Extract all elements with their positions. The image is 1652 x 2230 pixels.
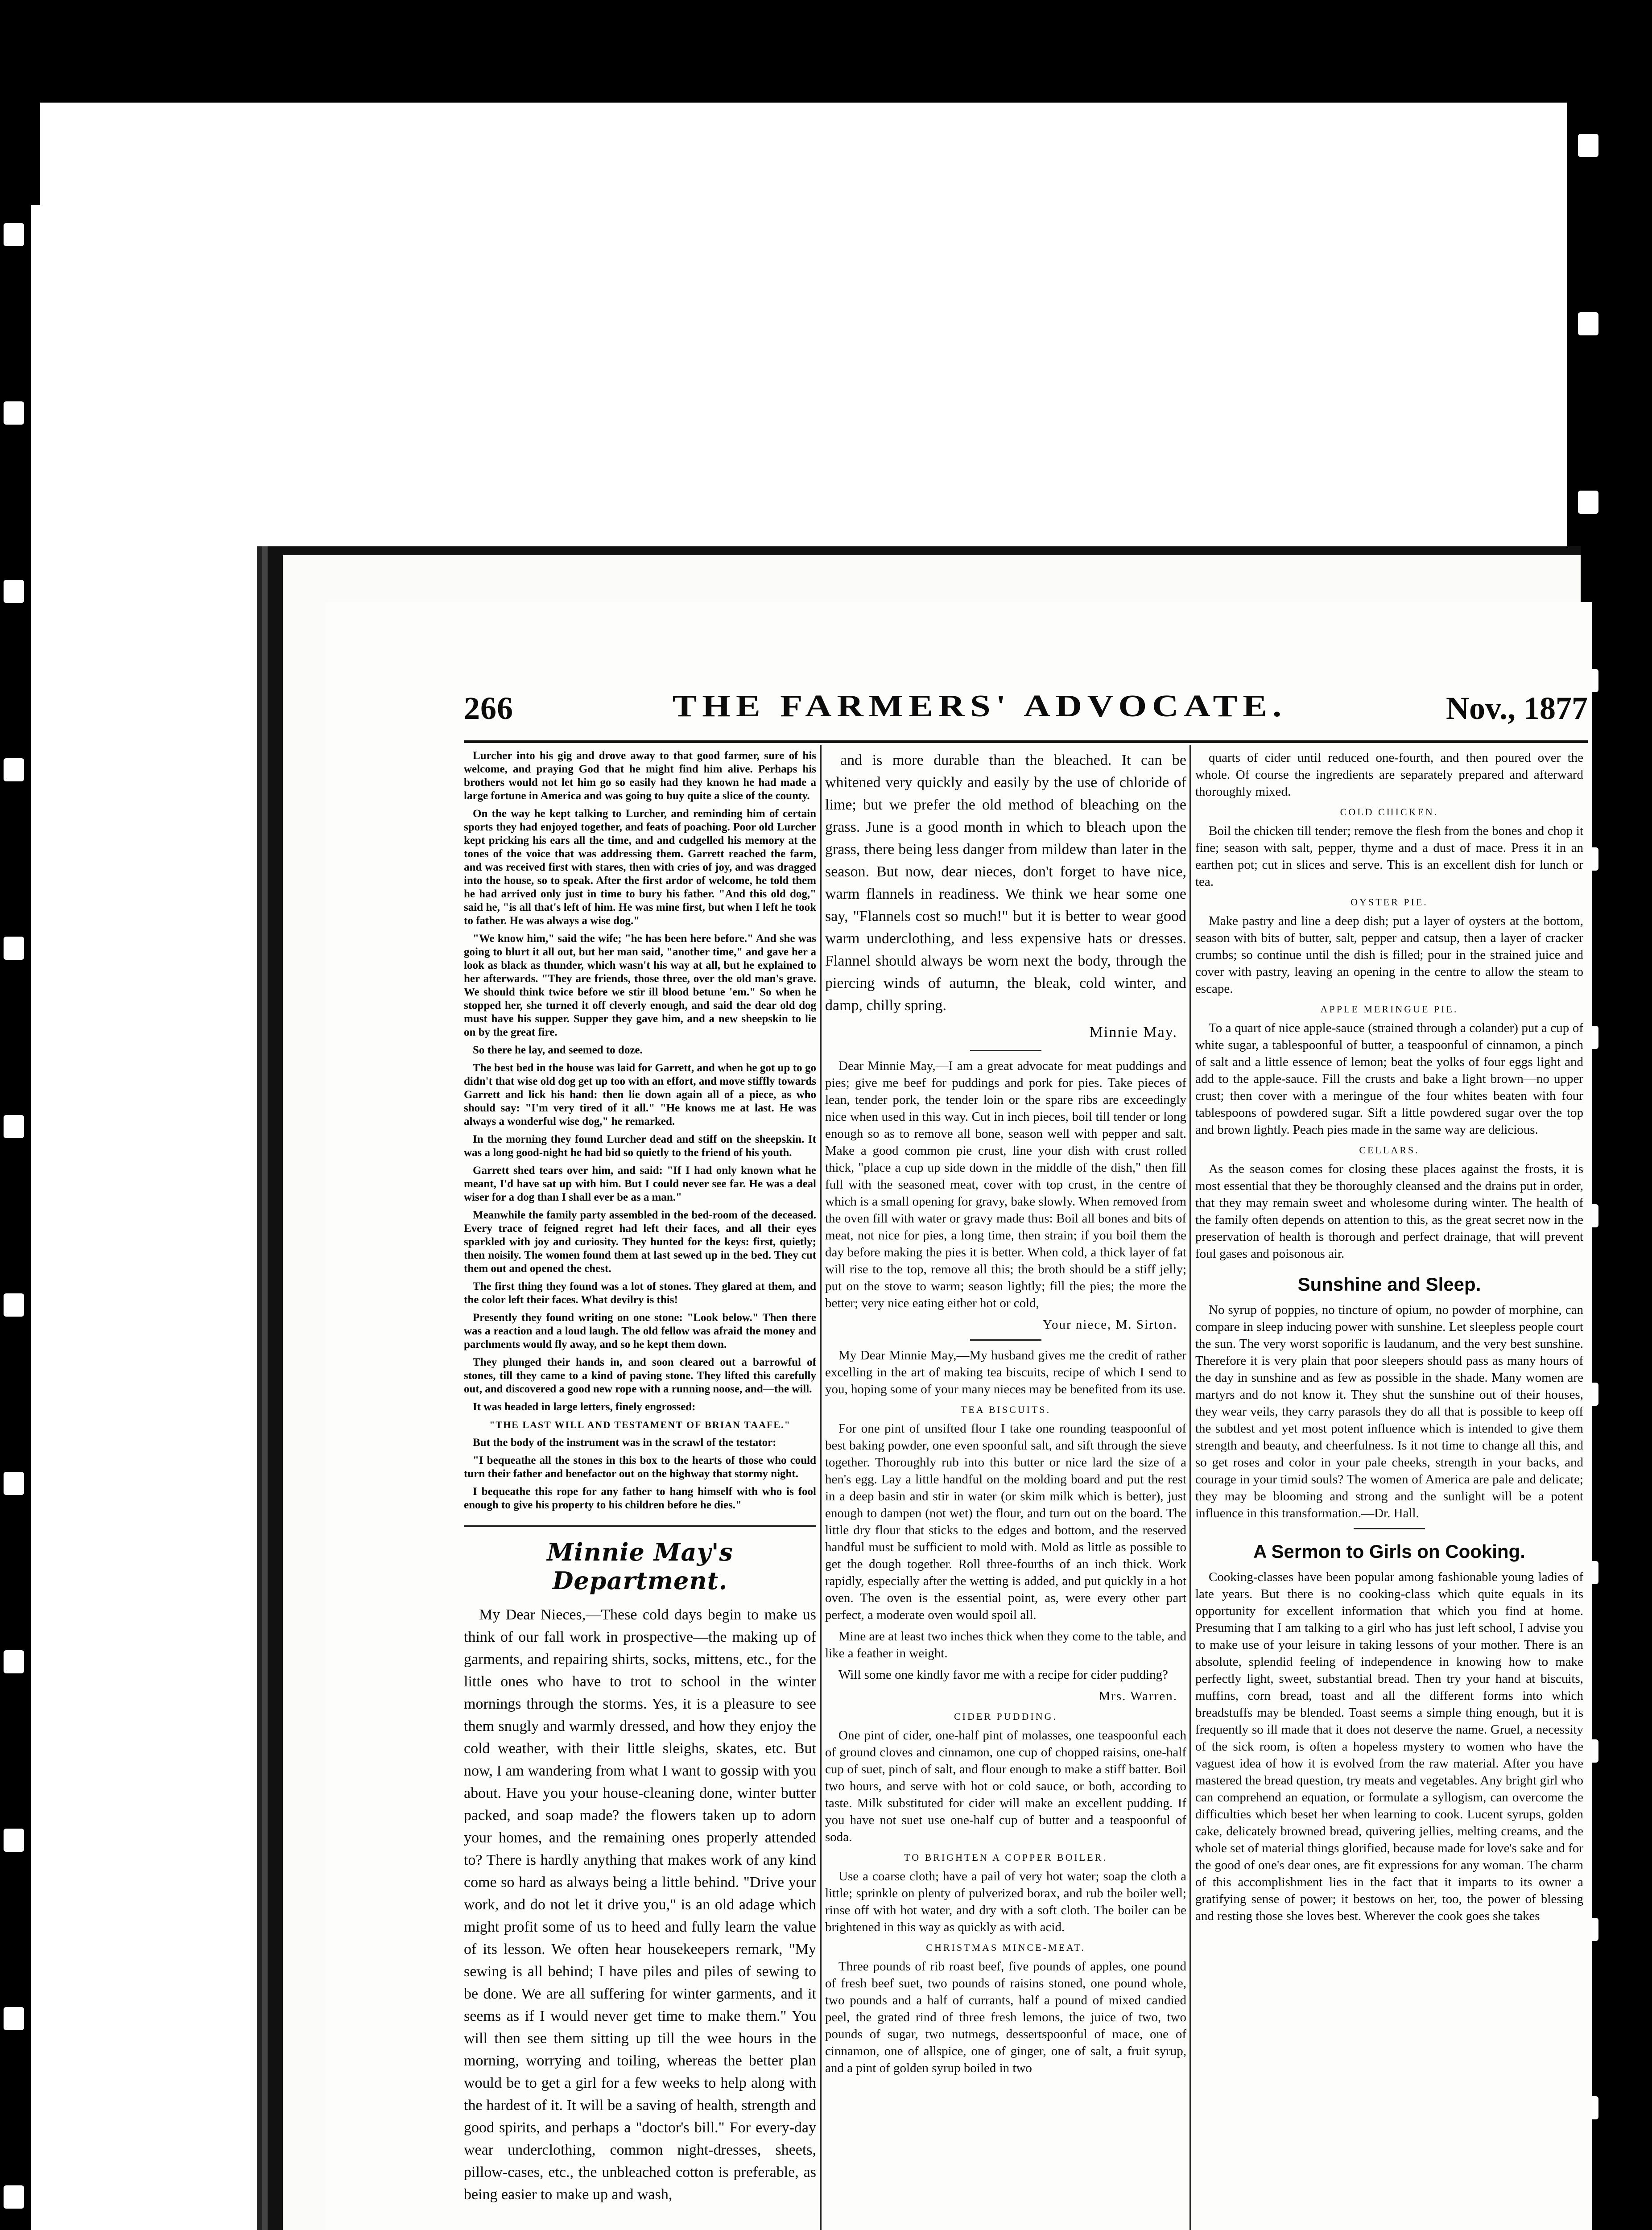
recipe-title: APPLE MERINGUE PIE. (1320, 1004, 1458, 1015)
recipe-paragraph: To a quart of nice apple-sauce (strained through a colander) put a cup of white sugar, a tablespoonful of butter, a teaspoonful of cinnamon, a pinch of salt and a little essence of lemon; beat the yolks of four eggs light and add to the apple-sauce. Fill the crusts and bake a light brown—no upper crust; then cover with a meringue of the four whites beaten with four tablespoons of powdered sugar. Sift a little powdered sugar over the top and brown lightly. Peach pies made in the same way are delicious. (1195, 1021, 1583, 1137)
letter-paragraph: My Dear Nieces,—These cold days begin to make us think of our fall work in prospective—the making up of garments, and repairing shirts, socks, mittens, etc., for the little ones who have to trot to school in the winter mornings through the storms. Yes, it is a pleasure to see them snugly and warmly dressed, and how they enjoy the cold weather, with their little sleighs, skates, etc. But now, I am wandering from what I want to gossip with you about. Have you your house-cleaning done, winter butter packed, and soap made? the flowers taken up to adorn your homes, and the remaining ones properly attended to? There is hardly anything that makes work of any kind come so hard as always being a little behind. "Drive your work, and do not let it drive you," is an old adage which might profit some of us to heed and fully learn the value of its lesson. We often hear housekeepers remark, "My sewing is all behind; I have piles and piles of sewing to be done. We are all suffering for winter garments, and it seems as if I would never get time to make them." You will then see them sitting up till the wee hours in the morning, worrying and toiling, whereas the better plan would be to get a girl for a few weeks to help along with the hardest of it. It will be a saving of health, strength and good spirits, and perhaps a "doctor's bill." For every-day wear underclothing, common night-dresses, sheets, pillow-cases, etc., the unbleached cotton is preferable, as being easier to make up and wash, (464, 1606, 816, 2203)
will-heading: "THE LAST WILL AND TESTAMENT OF BRIAN TAAFE." (489, 1419, 791, 1430)
issue-date: Nov., 1877 (1446, 690, 1588, 726)
masthead-title: THE FARMERS' ADVOCATE. (672, 688, 1287, 723)
column-2 (825, 749, 1186, 2230)
article-title: Sunshine and Sleep. (1297, 1274, 1481, 1295)
recipe-title: COLD CHICKEN. (1340, 806, 1439, 818)
story-paragraph: They plunged their hands in, and soon cleared out a barrowful of stones, till they came to a kind of paving stone. They lifted this carefully out, and discovered a good new rope with a running noose, and—the will. (464, 1356, 816, 1395)
recipe-continuation: quarts of cider until reduced one-fourth, and then poured over the whole. Of course the ingredients are separately prepared and afterward thoroughly mixed. (1195, 751, 1583, 799)
recipe-title: CIDER PUDDING. (954, 1711, 1057, 1722)
recipe-paragraph: Make pastry and line a deep dish; put a layer of oysters at the bottom, season with bits of butter, salt, pepper and catsup, then a layer of cracker crumbs; so continue until the dish is filled; pour in the strained juice and cover with pastry, leaving an opening in the centre to allow the steam to escape. (1195, 914, 1583, 996)
story-paragraph: On the way he kept talking to Lurcher, and reminding him of certain sports they had enjoyed together, and feats of poaching. Poor old Lurcher kept pricking his ears all the time, and and cudgelled his memory at the tones of the voice that was addressing them. Garrett reached the farm, and was received first with stares, then with cries of joy, and was dragged into the house, so to speak. After the first ardor of welcome, he told them he had arrived only just in time to bury his father. "And this old dog," said he, "is all that's left of him. He was mine first, but when I left he took to father. He was always a wise dog." (464, 808, 816, 927)
story-paragraph: Lurcher into his gig and drove away to that good farmer, sure of his welcome, and praying God that he might find him alive. Perhaps his brothers would not let him go so easily had they known he had made a large fortune in America and was going to buy quite a slice of the county. (464, 750, 816, 802)
article-paragraph: As the season comes for closing these places against the frosts, it is most essential that they be thoroughly cleansed and the drains put in order, that they may remain sweet and wholesome during winter. The health of the family often depends on attention to this, as the great secret now in the preservation of health is thorough and perfect drainage, that will prevent foul gases and poisonous air. (1195, 1162, 1583, 1261)
recipe-paragraph: Use a coarse cloth; have a pail of very hot water; soap the cloth a little; sprinkle on plenty of pulverized borax, and rub the boiler well; rinse off with hot water, and dry with a soft cloth. The boiler can be brightened in this way as quickly as with acid. (825, 1869, 1186, 1934)
column-rule (1189, 745, 1191, 2230)
story-paragraph: Meanwhile the family party assembled in the bed-room of the deceased. Every trace of feigned regret had left their faces, and all their eyes sparkled with joy and curiosity. They hunted for the keys: first, quietly; then noisily. The women found them at last sewed up in the bed. They cut them out and opened the chest. (464, 1209, 816, 1275)
reader-letter: My Dear Minnie May,—My husband gives me the credit of rather excelling in the art of making tea biscuits, recipe of which I send to you, hoping some of your many nieces may be benefited from its use. (825, 1348, 1186, 1396)
header-rule (464, 740, 1588, 743)
film-notch (31, 103, 40, 205)
recipe-title: TEA BISCUITS. (960, 1404, 1051, 1415)
section-rule (970, 1339, 1041, 1341)
recipe-title: CELLARS. (1359, 1144, 1420, 1156)
story-continuation (464, 749, 816, 1512)
column-rule (820, 745, 822, 2230)
story-paragraph: The best bed in the house was laid for Garrett, and when he got up to go didn't that wise old dog get up too with an effort, and move stiffly towards Garrett and lick his hand: then lie down again all of a piece, as who should say: "I'm very tired of it all." "He knows me at last. He was always a wonderful wise dog," he remarked. (464, 1062, 816, 1127)
recipe-title: OYSTER PIE. (1351, 896, 1428, 908)
article-paragraph: No syrup of poppies, no tincture of opium, no powder of morphine, can compare in sleep inducing power with sunshine. Let sleepless people court the sun. The very worst soporific is laudanum, and the very best sunshine. Therefore it is very plain that poor sleepers should pass as many hours of the day in sunshine and as few as possible in the shade. Many women are martyrs and do not know it. They shut the sunshine out of their houses, they wear veils, they carry parasols they do all that is possible to keep off the subtlest and yet most potent influence which is intended to give them strength and beauty, and cheerfulness. Is it not time to change all this, and so get roses and color in your pale cheeks, strength in your backs, and courage in your timid souls? The women of America are pale and delicate; they may be blooming and strong and the sunlight will be a potent influence in this transformation.—Dr. Hall. (1195, 1303, 1583, 1520)
story-paragraph: I bequeathe this rope for any father to hang himself with who is fool enough to give his property to his children before he dies." (464, 1486, 816, 1511)
recipe-paragraph: Mine are at least two inches thick when they come to the table, and like a feather in weight. (825, 1629, 1186, 1660)
letter-continuation: and is more durable than the bleached. It can be whitened very quickly and easily by the use of chloride of lime; but we prefer the old method of bleaching on the grass. June is a good month in which to bleach upon the grass, there being less danger from mildew than later in the season. But now, dear nieces, don't forget to have nice, warm flannels in readiness. We think we hear some one say, "Flannels cost so much!" but it is better to wear good warm underclothing, and less expensive hats or dresses. Flannel should always be worn next the body, through the piercing winds of autumn, the bleak, cold winter, and damp, chilly spring. (825, 752, 1186, 1014)
nieces-letter (464, 1604, 816, 2206)
recipe-title: TO BRIGHTEN A COPPER BOILER. (904, 1852, 1107, 1863)
story-paragraph: "I bequeathe all the stones in this box to the hearts of those who could turn their father and benefactor out on the highway that stormy night. (464, 1454, 816, 1480)
column-3 (1195, 749, 1583, 2230)
signature: Minnie May. (1089, 1024, 1177, 1041)
story-paragraph: It was headed in large letters, finely engrossed: (473, 1401, 696, 1413)
recipe-paragraph: One pint of cider, one-half pint of molasses, one teaspoonful each of ground cloves and cinnamon, one cup of chopped raisins, one-half cup of suet, pinch of salt, and flour enough to make a stiff batter. Boil two hours, and serve with hot or cold sauce, or both, according to taste. Milk substituted for cider will make an excellent pudding. If you have not suet use one-half cup of butter and a teaspoonful of soda. (825, 1728, 1186, 1844)
article-title: A Sermon to Girls on Cooking. (1253, 1541, 1525, 1562)
story-paragraph: But the body of the instrument was in the scrawl of the testator: (473, 1437, 776, 1449)
story-paragraph: So there he lay, and seemed to doze. (473, 1044, 643, 1056)
recipe-paragraph: Three pounds of rib roast beef, five pounds of apples, one pound of fresh beef suet, two pounds of raisins stoned, one pound whole, two pounds and a half of currants, half a pound of mixed candied peel, the grated rind of three fresh lemons, the juice of two, two pounds of sugar, two nutmegs, dessertspoonful of mace, one of cinnamon, one of allspice, one of ginger, one of salt, a fruit syrup, and a pint of golden syrup boiled in two (825, 1959, 1186, 2075)
film-border-top (0, 0, 1652, 103)
recipe-paragraph: Boil the chicken till tender; remove the flesh from the bones and chop it fine; season with salt, pepper, thyme and a dust of mace. Press it in an earthen pot; cut in slices and serve. This is an excellent dish for lunch or tea. (1195, 824, 1583, 889)
section-rule (970, 1050, 1041, 1051)
story-paragraph: "We know him," said the wife; "he has been here before." And she was going to blurt it all out, but her man said, "another time," and gave her a look as black as thunder, which wasn't his way at all, but he explained to her afterwards. "They are friends, those three, over the old man's grave. We should think twice before we stir ill blood betune 'em." So when he stopped her, she turned it off cleverly enough, and said the dear old dog must have his supper. Supper they gave him, and a new sheepskin to lie on by the great fire. (464, 933, 816, 1038)
section-rule (1354, 1528, 1425, 1529)
signature: Your niece, M. Sirton. (1042, 1317, 1177, 1332)
reader-letter: Dear Minnie May,—I am a great advocate for meat puddings and pies; give me beef for puddings and pork for pies. Take pieces of lean, tender pork, the tender loin or the spare ribs are exceedingly nice when used in this way. Cut in inch pieces, boil till tender or long enough so as to remove all bone, season well with pepper and salt. Make a good common pie crust, line your dish with crust rolled thick, "place a cup up side down in the middle of the dish," then fill full with the seasoned meat, cover with top crust, in the centre of which is a small opening for gravy, bake slowly. When removed from the oven fill with water or gravy made thus: Boil all bones and bits of meat, not nice for pies, a long time, then strain; if you boil them the day before making the pies it is better. When cold, a thick layer of fat will rise to the top, remove all this; the broth should be a stiff jelly; put on the stove to warm; season lightly; fill the pies; the more the better; very nice eating either hot or cold, (825, 1059, 1186, 1310)
recipe-paragraph: For one pint of unsifted flour I take one rounding teaspoonful of best baking powder, one even spoonful salt, and sift through the sieve together. Thoroughly rub into this butter or nice lard the size of a hen's egg. Lay a little handful on the molding board and put the rest in a deep basin and stir in water (or skim milk which is better), just enough to dampen (not wet) the flour, and turn out on the board. The little dry flour that sticks to the edges and bottom, and the reserved handful must be sufficient to mold with. Mold as little as possible to get the dough together. Roll three-fourths of an inch thick. Work rapidly, especially after the wetting is added, and put quickly in a hot oven. The oven is the essential point, as, were every other part perfect, a moderate oven would spoil all. (825, 1421, 1186, 1622)
story-paragraph: The first thing they found was a lot of stones. They glared at them, and the color left their faces. What devilry is this! (464, 1280, 816, 1306)
page-number: 266 (464, 690, 513, 726)
story-paragraph: In the morning they found Lurcher dead and stiff on the sheepskin. It was a long good-night he had bid so quietly to the friend of his youth. (464, 1133, 816, 1159)
recipe-paragraph: Will some one kindly favor me with a recipe for cider pudding? (838, 1668, 1168, 1682)
signature: Mrs. Warren. (1099, 1689, 1177, 1703)
recipe-title: CHRISTMAS MINCE-MEAT. (926, 1942, 1086, 1953)
article-paragraph: Cooking-classes have been popular among fashionable young ladies of late years. But there is no cooking-class which quite equals in its opportunity for excellent information that which you find at home. Presuming that I am talking to a girl who has just left school, I advise you to make use of your leisure in taking lessons of your mother. There is an absolute, splendid feeling of independence in knowing how to make perfectly light, sweet, substantial bread. Then try your hand at biscuits, muffins, corn bread, toast and all the different forms into which breadstuffs may be blended. Toast seems a simple thing enough, but it is frequently so ill made that it does not deserve the name. Gruel, a necessity of the sick room, is often a hopeless mystery to women who have the vaguest idea of how it is evolved from the raw material. After you have mastered the bread question, try meats and vegetables. Any bright girl who can comprehend an equation, or formulate a syllogism, can overcome the difficulties which beset her when learning to cook. Lucent syrups, golden cake, delicately browned bread, quivering jellies, melting creams, and the whole set of material things glorified, because made for love's sake and for the good of one's dear ones, are fit expressions for any woman. The charm of this accomplishment lies in the fact that it imparts to its owner a gratifying sense of power; it bestows on her, too, the power of blessing and resting those she loves best. Wherever the cook goes she takes (1195, 1570, 1583, 1923)
story-paragraph: Presently they found writing on one stone: "Look below." Then there was a reaction and a loud laugh. The old fellow was afraid the money and parchments would fly away, and so he kept them down. (464, 1312, 816, 1350)
page-header (464, 678, 1588, 727)
story-paragraph: Garrett shed tears over him, and said: "If I had only known what he meant, I'd have sat up with him. But I could never see far. He was a deal wiser for a dog than I shall ever be as a man." (464, 1165, 816, 1203)
department-title: Minnie May's Department. (464, 1525, 816, 1595)
column-1 (464, 749, 816, 2230)
